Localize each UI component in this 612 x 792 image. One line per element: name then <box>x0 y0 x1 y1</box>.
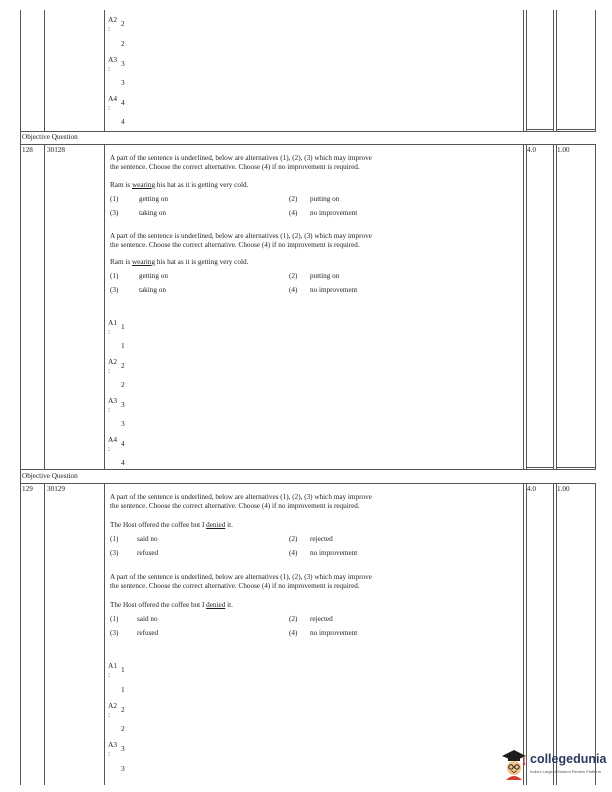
option-colon: : <box>108 366 111 375</box>
option-label: A3 <box>108 740 118 749</box>
question-instruction <box>110 493 480 511</box>
choice-number: (2) <box>289 615 298 623</box>
option-label: A4 <box>108 435 118 444</box>
brand-name: collegedunia <box>530 752 607 766</box>
section-label: Objective Question <box>22 133 78 141</box>
choice-text: said no <box>137 615 158 623</box>
question-negative-marks: 1.00 <box>557 485 570 493</box>
option-colon: : <box>108 749 111 758</box>
instruction-line: A part of the sentence is underlined, below are alternatives (1), (2), (3) which may improve <box>110 573 372 581</box>
choice-text: taking on <box>139 286 166 294</box>
option-value: 2 <box>121 380 125 389</box>
option-colon: : <box>108 64 111 73</box>
option-index: 2 <box>121 361 125 370</box>
option-value: 3 <box>121 419 125 428</box>
choice-text: said no <box>137 535 158 543</box>
instruction-line: A part of the sentence is underlined, below are alternatives (1), (2), (3) which may improve <box>110 232 372 240</box>
instruction-line: the sentence. Choose the correct alternative. Choose (4) if no improvement is required. <box>110 502 360 510</box>
option-index: 1 <box>121 322 125 331</box>
underlined-phrase: denied <box>206 601 226 609</box>
option-value: 4 <box>121 458 125 467</box>
option-colon: : <box>108 670 111 679</box>
option-label: A2 <box>108 357 118 366</box>
choice-number: (4) <box>289 629 298 637</box>
option-label: A4 <box>108 94 118 103</box>
question-negative-marks: 1.00 <box>557 146 570 154</box>
question-marks: 4.0 <box>527 485 536 493</box>
option-label: A2 <box>108 15 118 24</box>
option-label: A1 <box>108 318 118 327</box>
question-instruction <box>110 154 480 172</box>
choice-number: (3) <box>110 286 119 294</box>
question-sno: 128 <box>22 146 33 154</box>
question-sentence: Ram is wearing his hat as it is getting very cold. <box>110 258 249 266</box>
choice-number: (2) <box>289 535 298 543</box>
option-value: 1 <box>121 685 125 694</box>
choice-text: rejected <box>310 615 333 623</box>
graduate-mascot-icon <box>500 748 528 780</box>
choice-number: (2) <box>289 195 298 203</box>
instruction-line: A part of the sentence is underlined, below are alternatives (1), (2), (3) which may improve <box>110 493 372 501</box>
option-value: 3 <box>121 78 125 87</box>
choice-text: refused <box>137 549 159 557</box>
section-label: Objective Question <box>22 472 78 480</box>
question-id: 30128 <box>47 146 65 154</box>
option-value: 4 <box>121 117 125 126</box>
choice-number: (4) <box>289 209 298 217</box>
option-label: A3 <box>108 55 118 64</box>
choice-number: (3) <box>110 629 119 637</box>
option-index: 4 <box>121 439 125 448</box>
choice-number: (1) <box>110 195 119 203</box>
question-sentence: The Host offered the coffee but I denied it. <box>110 601 233 609</box>
instruction-line: the sentence. Choose the correct alternative. Choose (4) if no improvement is required. <box>110 241 360 249</box>
underlined-phrase: denied <box>206 521 226 529</box>
option-index: 4 <box>121 98 125 107</box>
choice-text: getting on <box>139 195 168 203</box>
choice-number: (2) <box>289 272 298 280</box>
option-value: 3 <box>121 764 125 773</box>
option-colon: : <box>108 24 111 33</box>
option-label: A3 <box>108 396 118 405</box>
choice-number: (4) <box>289 549 298 557</box>
option-index: 2 <box>121 19 125 28</box>
option-value: 2 <box>121 39 125 48</box>
brand-tagline: India's Largest Student Review Platform <box>530 769 602 774</box>
question-marks: 4.0 <box>527 146 536 154</box>
option-index: 1 <box>121 665 125 674</box>
instruction-line: the sentence. Choose the correct alternative. Choose (4) if no improvement is required. <box>110 163 360 171</box>
question-sentence: The Host offered the coffee but I denied it. <box>110 521 233 529</box>
underlined-phrase: wearing <box>131 181 156 189</box>
option-value: 1 <box>121 341 125 350</box>
choice-number: (3) <box>110 209 119 217</box>
question-sentence: Ram is wearing his hat as it is getting very cold. <box>110 181 249 189</box>
choice-number: (3) <box>110 549 119 557</box>
choice-text: putting on <box>310 272 340 280</box>
choice-text: putting on <box>310 195 340 203</box>
instruction-line: the sentence. Choose the correct alternative. Choose (4) if no improvement is required. <box>110 582 360 590</box>
choice-text: rejected <box>310 535 333 543</box>
choice-number: (1) <box>110 615 119 623</box>
question-instruction <box>110 232 480 250</box>
choice-number: (1) <box>110 535 119 543</box>
option-index: 3 <box>121 59 125 68</box>
option-index: 2 <box>121 705 125 714</box>
choice-text: no improvement <box>310 629 358 637</box>
option-label: A1 <box>108 661 118 670</box>
collegedunia-logo[interactable] <box>500 745 608 785</box>
option-colon: : <box>108 405 111 414</box>
underlined-phrase: wearing <box>131 258 156 266</box>
choice-number: (4) <box>289 286 298 294</box>
option-value: 2 <box>121 724 125 733</box>
option-label: A2 <box>108 701 118 710</box>
choice-text: no improvement <box>310 286 358 294</box>
choice-text: refused <box>137 629 159 637</box>
option-colon: : <box>108 103 111 112</box>
question-sno: 129 <box>22 485 33 493</box>
question-instruction <box>110 573 480 591</box>
option-index: 3 <box>121 400 125 409</box>
instruction-line: A part of the sentence is underlined, below are alternatives (1), (2), (3) which may improve <box>110 154 372 162</box>
option-colon: : <box>108 444 111 453</box>
choice-text: taking on <box>139 209 166 217</box>
choice-number: (1) <box>110 272 119 280</box>
choice-text: no improvement <box>310 209 358 217</box>
question-id: 30129 <box>47 485 65 493</box>
option-colon: : <box>108 710 111 719</box>
choice-text: no improvement <box>310 549 358 557</box>
choice-text: getting on <box>139 272 168 280</box>
option-index: 3 <box>121 744 125 753</box>
option-colon: : <box>108 327 111 336</box>
